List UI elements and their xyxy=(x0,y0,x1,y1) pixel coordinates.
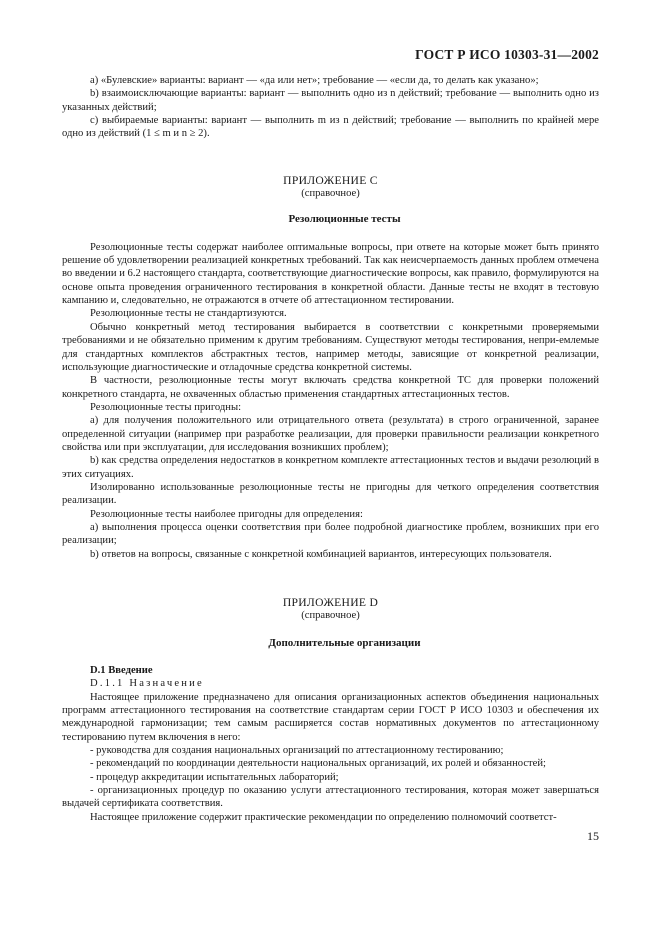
intro-item-b: b) взаимоисключающие варианты: вариант — выполнить одно из n действий; требование — выполнить одно из указанных действий; xyxy=(62,88,599,113)
appendix-d-clause: D.1.1 Назначение xyxy=(90,678,204,690)
appendix-d-list-item: - процедур аккредитации испытательных лабораторий; xyxy=(90,771,339,783)
appendix-d-section-title: Дополнительные организации xyxy=(268,636,421,649)
intro-item-a: a) «Булевские» варианты: вариант — «да или нет»; требование — «если да, то делать как указано»; xyxy=(90,75,539,86)
appendix-c-list-item: a) выполнения процесса оценки соответствия при более подробной диагностике проблем, возникших при его реализации; xyxy=(62,521,599,547)
appendix-c-title: ПРИЛОЖЕНИЕ С xyxy=(283,173,378,187)
appendix-c-paragraph: Изолированно использованные резолюционные тесты не пригодны для четкого определения соответствия реализации. xyxy=(62,481,599,507)
appendix-c-paragraph: В частности, резолюционные тесты могут включать средства конкретной ТС для проверки положений конкретного стандарта, не охваченных областью применения стандартных аттестационных тестов. xyxy=(62,375,599,400)
document-code-header: ГОСТ Р ИСО 10303-31—2002 xyxy=(415,47,599,62)
appendix-d-subsection: D.1 Введение xyxy=(90,665,153,677)
appendix-c-list-item: b) как средства определения недостатков в конкретном комплекте аттестационных тестов и выдачи резолюций в этих ситуациях. xyxy=(62,455,599,480)
appendix-d-list-item: - рекомендаций по координации деятельности национальных организаций, их ролей и обязанностей; xyxy=(90,758,546,770)
appendix-c-paragraph: Резолюционные тесты наиболее пригодны для определения: xyxy=(90,508,363,520)
appendix-d-note: (справочное) xyxy=(301,610,360,622)
appendix-c-list-item: b) ответов на вопросы, связанные с конкретной комбинацией вариантов, интересующих пользователя. xyxy=(90,548,552,560)
appendix-d-paragraph: Настоящее приложение содержит практические рекомендации по определению полномочий соответст- xyxy=(90,811,557,823)
appendix-c-note: (справочное) xyxy=(301,188,360,200)
appendix-d-list-item: - организационных процедур по оказанию услуги аттестационного тестирования, которая может завершаться выдачей сертификата соответствия. xyxy=(62,785,599,810)
appendix-c-section-title: Резолюционные тесты xyxy=(288,213,401,226)
appendix-c-paragraph: Резолюционные тесты пригодны: xyxy=(90,401,242,413)
appendix-d-list-item: - руководства для создания национальных организаций по аттестационному тестированию; xyxy=(90,745,504,757)
appendix-d-title: ПРИЛОЖЕНИЕ D xyxy=(282,596,379,609)
intro-item-c: c) выбираемые варианты: вариант — выполнить m из n действий; требование — выполнить по крайней мере одно из действий (1 ≤ m и n ≥ 2). xyxy=(62,115,599,140)
appendix-c-list-item: a) для получения положительного или отрицательного ответа (результата) в строго ограниченной, заранее определенной ситуации (например при разработке реализации, для проверки правильности реализации конкретного свойства или при эксплуатации, для исследования возникших проблем); xyxy=(62,415,599,453)
page-number: 15 xyxy=(587,829,599,843)
appendix-c-paragraph: Обычно конкретный метод тестирования выбирается в соответствии с конкретными проверяемыми требованиями и не обязательно применим к другим требованиям. Существуют методы тестирования, непри-емлемые для стандартных комплектов абстрактных тестов, например методы, зависящие от конкретной реализации, использующие диагностические и отладочные средства конкретной системы. xyxy=(62,321,599,373)
appendix-c-paragraph: Резолюционные тесты не стандартизуются. xyxy=(90,308,287,320)
appendix-d-paragraph: Настоящее приложение предназначено для описания организационных аспектов объединения национальных программ аттестационного тестирования на соответствие стандартам серии ГОСТ Р ИСО 10303 и обеспечения их международной гармонизации; тем самым расширяется состав нормативных документов по аттестационному тестированию путем включения в него: xyxy=(62,691,599,743)
appendix-c-paragraph: Резолюционные тесты содержат наиболее оптимальные вопросы, при ответе на которые может быть принято решение об удовлетворении реализацией конкретных требований. Так как неисчерпаемость данных проблем отмечена во введении и 6.2 настоящего стандарта, соответствующие диагностические вопросы, как правило, формулируются на основе опыта проведения ограниченного тестирования в конкретной области. Данные тесты не входят в тестовую кампанию и, следовательно, не отражаются в отчете об аттестационном тестировании. xyxy=(62,241,599,307)
page-body xyxy=(62,74,599,824)
